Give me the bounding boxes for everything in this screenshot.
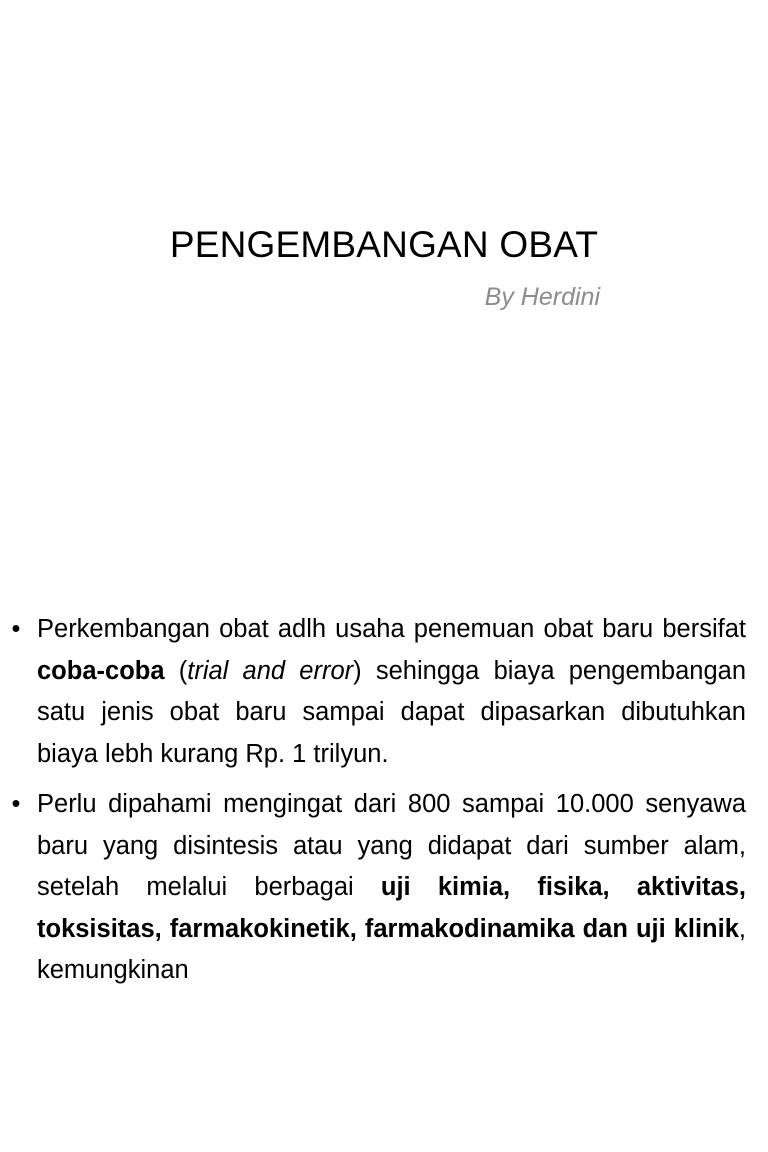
bullet-text: Perlu dipahami mengingat dari 800 sampai 10.000 senyawa baru yang disintesis atau yang didapat dari sumber alam, setelah melalui berbagai (37, 790, 746, 901)
bullet-text: ( (164, 656, 188, 685)
bullet-text: Perkembangan obat adlh usaha penemuan obat baru bersifat (37, 615, 746, 643)
bullet-icon: • (11, 790, 21, 818)
slide-subtitle-author: By Herdini (484, 283, 600, 311)
bullet-text-italic: trial and error (187, 656, 354, 685)
content-slide (0, 576, 768, 1152)
bullet-list (0, 609, 768, 992)
bullet-icon: • (11, 615, 21, 643)
bullet-text-bold: coba-coba (37, 656, 165, 685)
bullet-item-compound-testing (0, 784, 746, 992)
bullet-text: , kemungkinan (37, 914, 746, 984)
slide-title: PENGEMBANGAN OBAT (169, 224, 599, 265)
bullet-item-development-cost (0, 609, 746, 775)
bullet-text-bold: uji kimia, fisika, aktivitas, toksisitas, farmakokinetik, farmakodinamika dan uji klinik (37, 873, 746, 943)
bullet-text: ) sehingga biaya pengembangan satu jenis obat baru sampai dapat dipasarkan dibutuhkan biaya lebh kurang Rp. 1 trilyun. (37, 656, 746, 768)
